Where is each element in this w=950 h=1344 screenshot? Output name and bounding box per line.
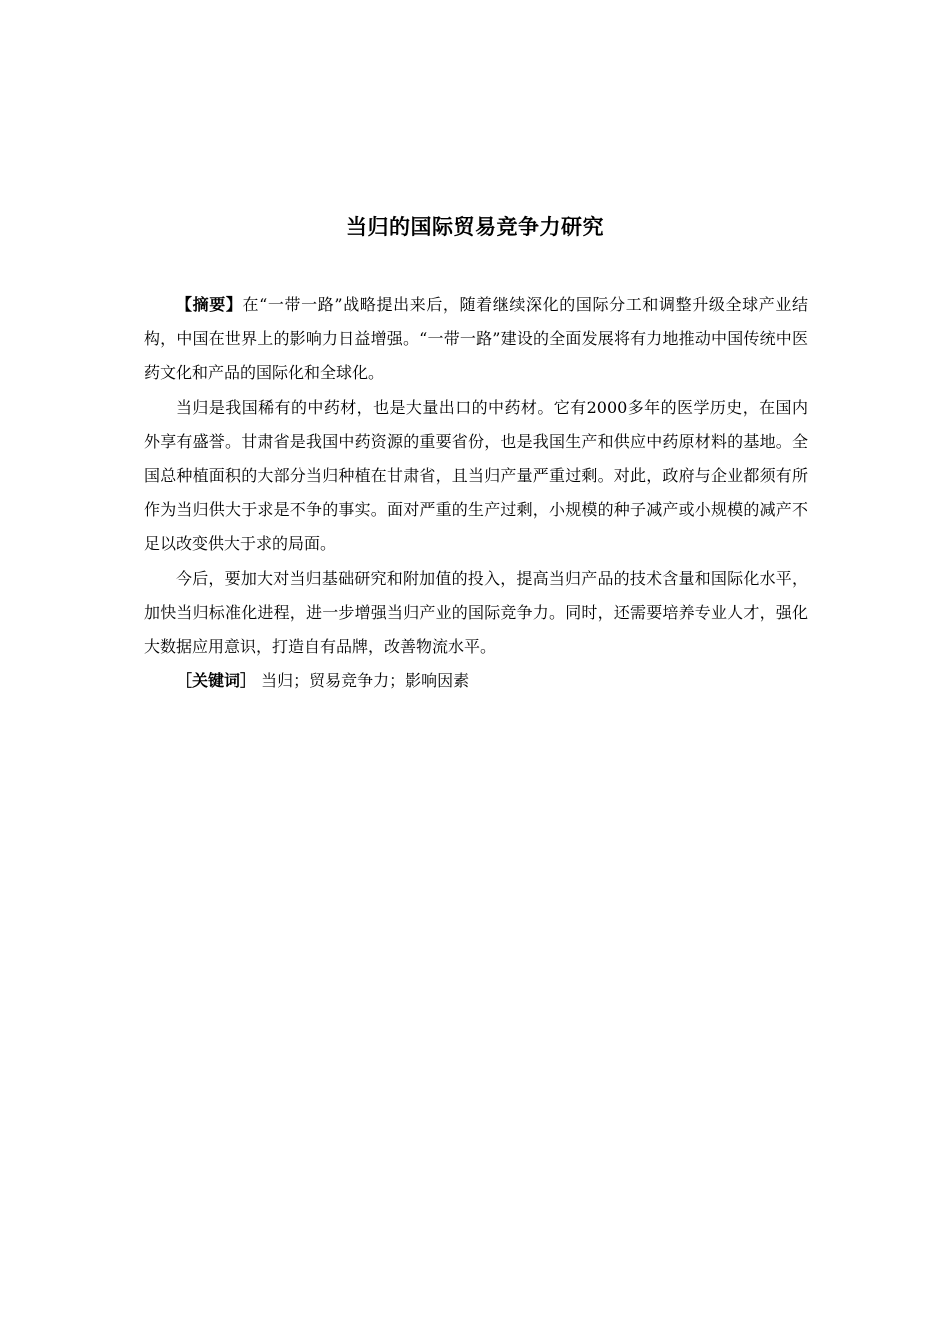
abstract-section xyxy=(144,288,808,698)
document-title: 当归的国际贸易竞争力研究 xyxy=(346,215,604,239)
abstract-paragraph-1-text: 在“一带一路”战略提出来后，随着继续深化的国际分工和调整升级全球产业结构，中国在世界上的影响力日益增强。“一带一路”建设的全面发展将有力地推动中国传统中医药文化和产品的国际化和全球化。 xyxy=(144,295,808,383)
abstract-paragraph-2: 当归是我国稀有的中药材，也是大量出口的中药材。它有2000多年的医学历史，在国内外享有盛誉。甘肃省是我国中药资源的重要省份，也是我国生产和供应中药原材料的基地。全国总种植面积的大部分当归种植在甘肃省，且当归产量严重过剩。对此，政府与企业都须有所作为当归供大于求是不争的事实。面对严重的生产过剩，小规模的种子减产或小规模的减产不足以改变供大于求的局面。 xyxy=(144,397,808,554)
keywords-line xyxy=(144,664,808,698)
keywords-label: ［关键词］ xyxy=(176,671,257,691)
keywords-text: 当归；贸易竞争力；影响因素 xyxy=(256,671,470,691)
abstract-paragraph-1 xyxy=(144,288,808,391)
abstract-label: 【摘要】 xyxy=(176,295,243,314)
abstract-paragraph-3: 今后，要加大对当归基础研究和附加值的投入，提高当归产品的技术含量和国际化水平，加快当归标准化进程，进一步增强当归产业的国际竞争力。同时，还需要培养专业人才，强化大数据应用意识，打造自有品牌，改善物流水平。 xyxy=(144,568,808,657)
